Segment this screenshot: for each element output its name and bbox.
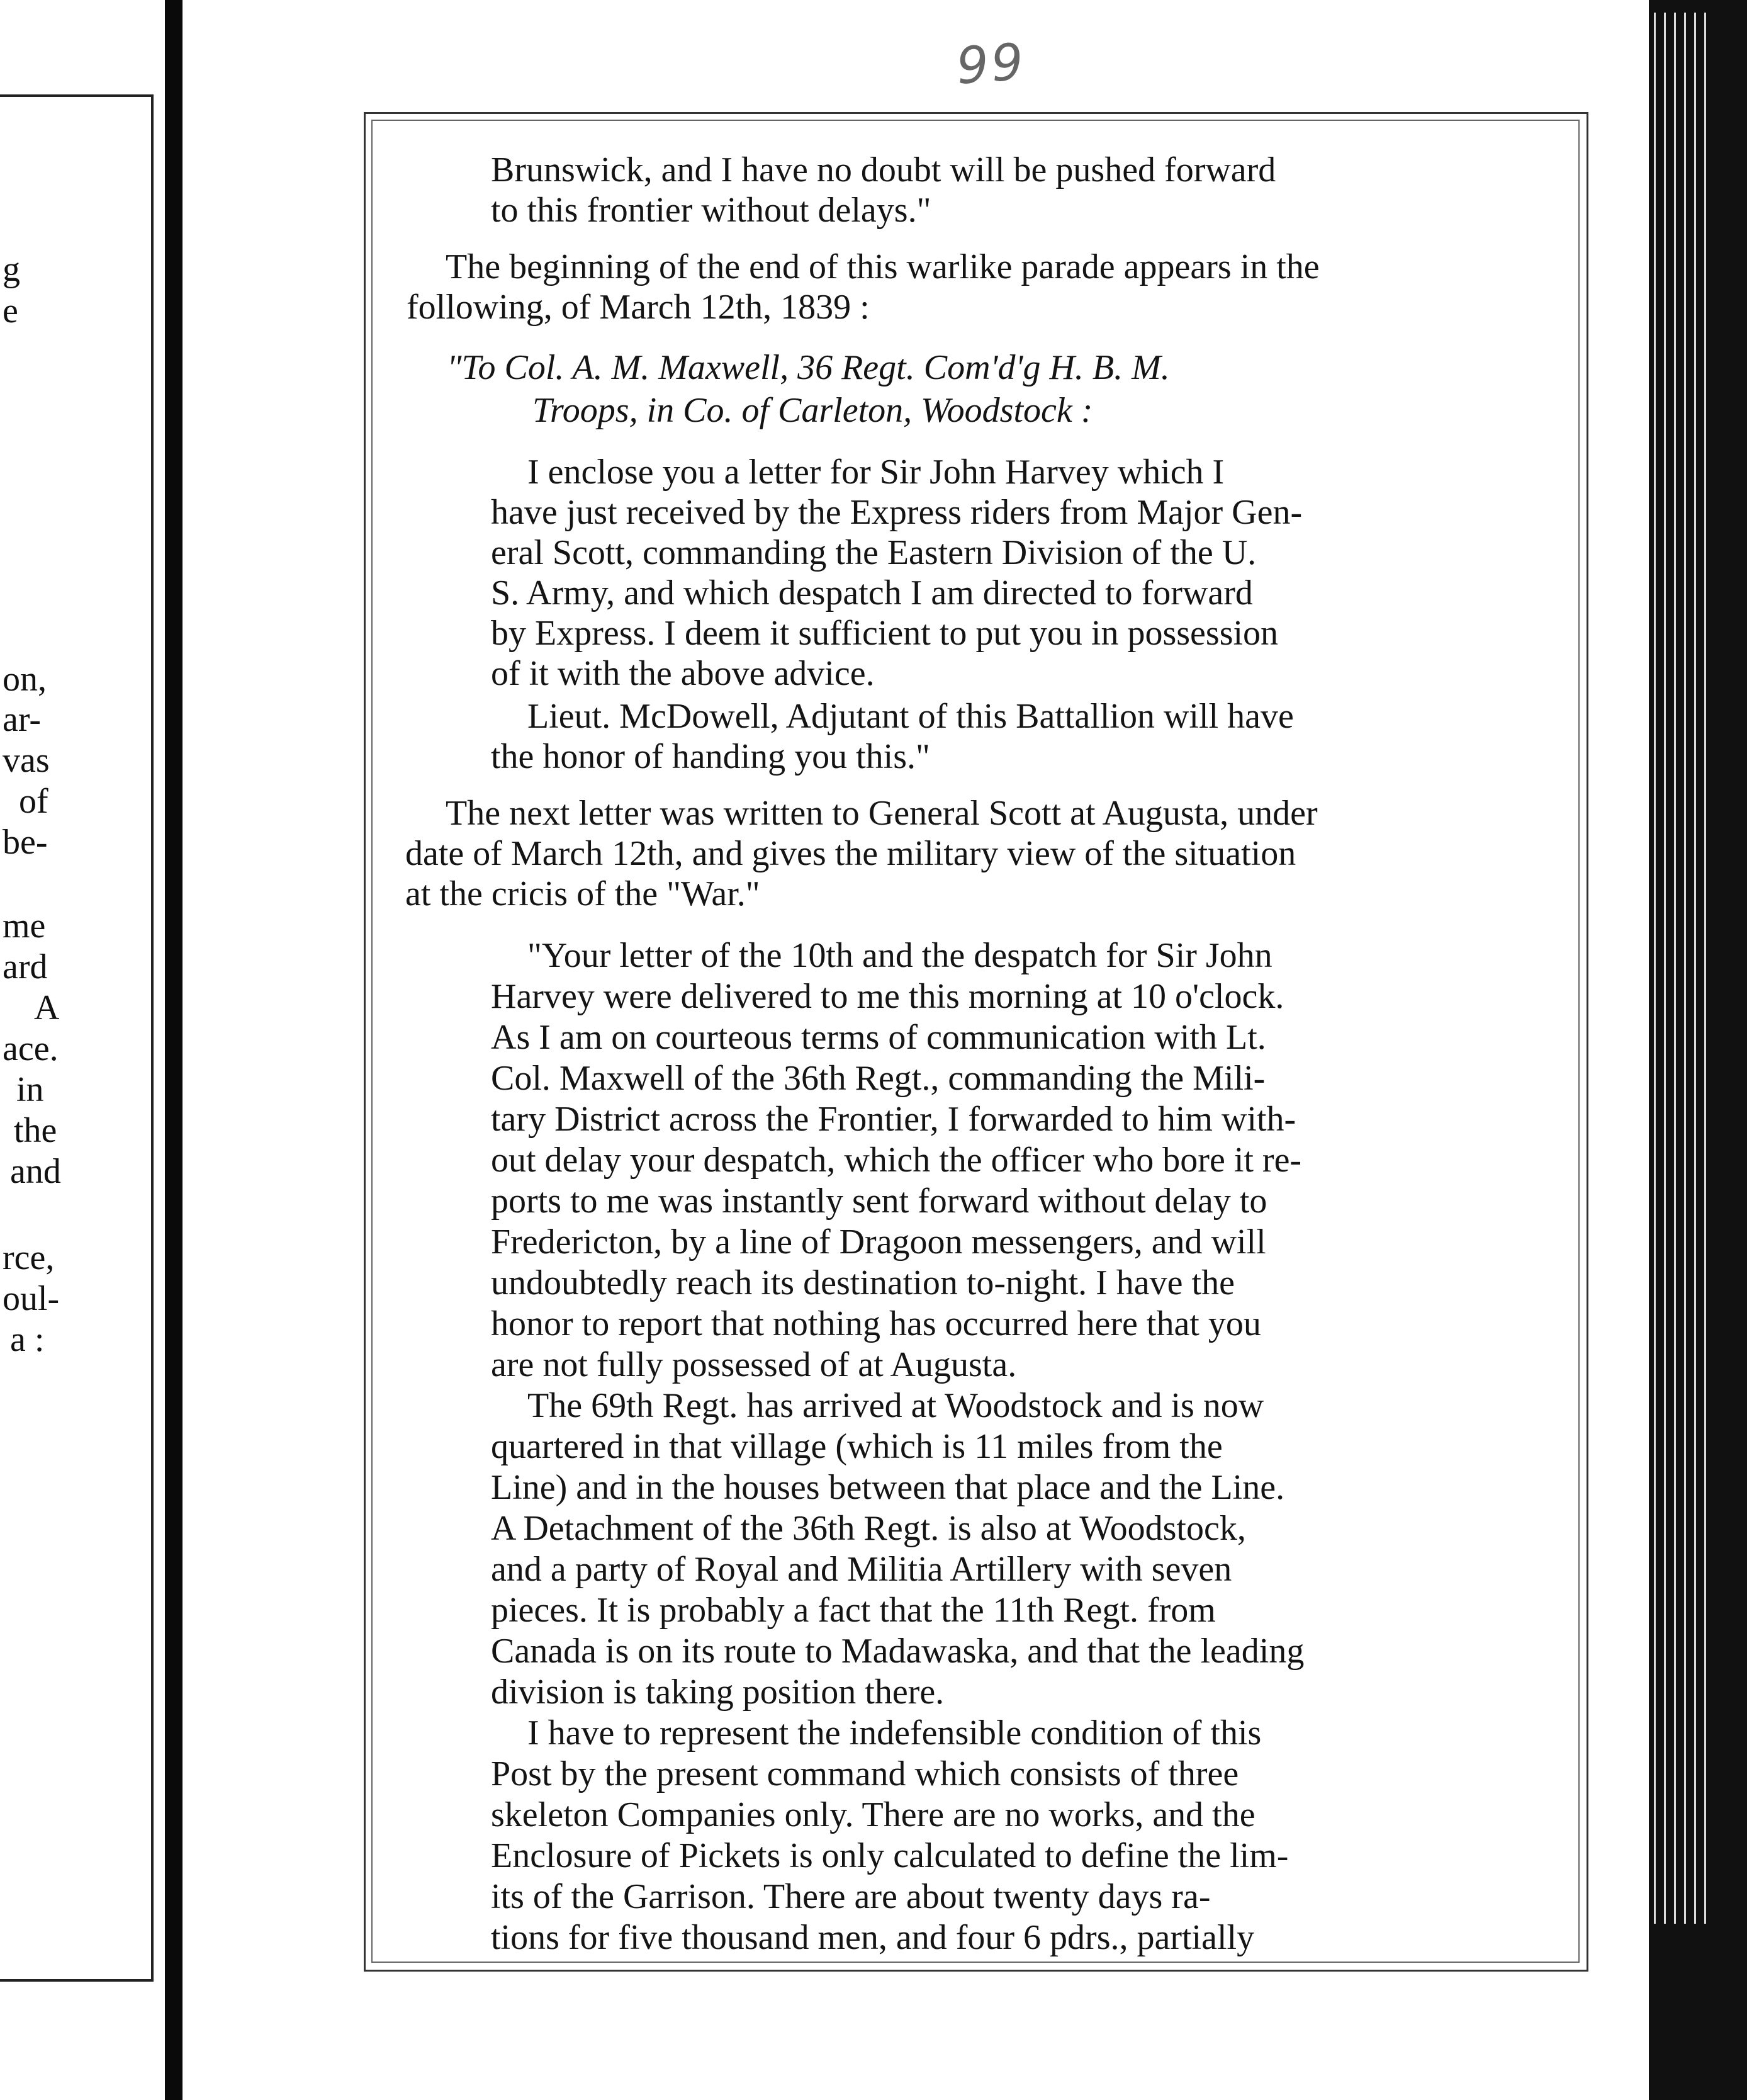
text-line: The next letter was written to General Scott at Augusta, under xyxy=(446,794,1318,833)
left-fragment: on, xyxy=(3,660,47,699)
text-line: of it with the above advice. xyxy=(491,654,875,693)
left-fragment: of xyxy=(19,782,48,821)
left-fragment: oul- xyxy=(3,1279,60,1318)
text-line: The beginning of the end of this warlike parade appears in the xyxy=(446,247,1320,286)
text-line: Col. Maxwell of the 36th Regt., commanding the Mili- xyxy=(491,1059,1266,1098)
text-line: quartered in that village (which is 11 miles from the xyxy=(491,1427,1223,1466)
text-line: pieces. It is probably a fact that the 11th Regt. from xyxy=(491,1591,1216,1630)
text-line: following, of March 12th, 1839 : xyxy=(407,288,870,327)
text-line: at the cricis of the "War." xyxy=(405,874,760,913)
text-line: "Your letter of the 10th and the despatch for Sir John xyxy=(527,936,1272,975)
text-line: out delay your despatch, which the officer who bore it re- xyxy=(491,1141,1302,1180)
book-gutter xyxy=(165,0,183,2100)
text-line: As I am on courteous terms of communication with Lt. xyxy=(491,1018,1266,1057)
text-line: I enclose you a letter for Sir John Harvey which I xyxy=(527,453,1225,492)
left-fragment: and xyxy=(10,1152,61,1191)
text-line: Fredericton, by a line of Dragoon messengers, and will xyxy=(491,1222,1266,1262)
text-line: are not fully possessed of at Augusta. xyxy=(491,1345,1017,1384)
text-line: Enclosure of Pickets is only calculated to define the lim- xyxy=(491,1836,1289,1875)
left-fragment: g xyxy=(3,250,20,289)
text-line: The 69th Regt. has arrived at Woodstock and is now xyxy=(527,1386,1264,1425)
left-fragment: rce, xyxy=(3,1238,55,1277)
page-edges xyxy=(1649,0,1747,2100)
text-line: eral Scott, commanding the Eastern Division of the U. xyxy=(491,533,1257,572)
text-line: date of March 12th, and gives the military view of the situation xyxy=(405,834,1296,873)
left-fragment: A xyxy=(34,988,60,1027)
left-fragment: vas xyxy=(3,741,50,780)
text-line: the honor of handing you this." xyxy=(491,737,930,776)
text-line: its of the Garrison. There are about twenty days ra- xyxy=(491,1877,1211,1916)
left-fragment: be- xyxy=(3,823,48,862)
text-line: honor to report that nothing has occurred here that you xyxy=(491,1304,1261,1343)
text-line: Brunswick, and I have no doubt will be pushed forward xyxy=(491,150,1276,189)
text-line: Lieut. McDowell, Adjutant of this Battallion will have xyxy=(527,697,1294,736)
left-fragment: the xyxy=(14,1111,57,1150)
text-line: tary District across the Frontier, I forwarded to him with- xyxy=(491,1100,1296,1139)
left-fragment: ar- xyxy=(3,700,42,739)
left-fragment: ace. xyxy=(3,1029,59,1068)
left-fragment: me xyxy=(3,906,46,946)
left-fragment: a : xyxy=(10,1320,45,1359)
text-line: I have to represent the indefensible condition of this xyxy=(527,1713,1262,1753)
text-line: undoubtedly reach its destination to-night. I have the xyxy=(491,1263,1235,1302)
text-line: to this frontier without delays." xyxy=(491,191,931,230)
letter-address-line: "To Col. A. M. Maxwell, 36 Regt. Com'd'g H. B. M. xyxy=(447,348,1170,387)
text-line: tions for five thousand men, and four 6 pdrs., partially xyxy=(491,1918,1255,1957)
letter-address-line: Troops, in Co. of Carleton, Woodstock : xyxy=(532,391,1093,430)
text-line: have just received by the Express riders from Major Gen- xyxy=(491,493,1303,532)
text-line: and a party of Royal and Militia Artillery with seven xyxy=(491,1550,1232,1589)
text-line: Harvey were delivered to me this morning at 10 o'clock. xyxy=(491,977,1284,1016)
page-edge-line xyxy=(1674,13,1676,1924)
document-page xyxy=(183,0,1649,2100)
text-line: ports to me was instantly sent forward without delay to xyxy=(491,1182,1267,1221)
text-line: S. Army, and which despatch I am directed to forward xyxy=(491,573,1253,612)
text-line: skeleton Companies only. There are no works, and the xyxy=(491,1795,1255,1834)
text-line: by Express. I deem it sufficient to put you in possession xyxy=(491,614,1279,653)
page-edge-line xyxy=(1694,13,1696,1924)
page-edge-line xyxy=(1664,13,1666,1924)
left-fragment: e xyxy=(3,291,18,330)
page-edge-line xyxy=(1704,13,1706,1924)
left-fragment: ard xyxy=(3,947,48,986)
left-fragment: in xyxy=(16,1070,44,1109)
page-edge-line xyxy=(1654,13,1656,1924)
text-line: division is taking position there. xyxy=(491,1673,945,1712)
text-line: Line) and in the houses between that place and the Line. xyxy=(491,1468,1285,1507)
text-line: Canada is on its route to Madawaska, and that the leading xyxy=(491,1632,1305,1671)
page-edge-line xyxy=(1684,13,1686,1924)
text-line: A Detachment of the 36th Regt. is also at Woodstock, xyxy=(491,1509,1246,1548)
left-facing-page xyxy=(0,0,165,2100)
text-line: Post by the present command which consists of three xyxy=(491,1754,1239,1793)
page-number: 99 xyxy=(954,32,1028,96)
